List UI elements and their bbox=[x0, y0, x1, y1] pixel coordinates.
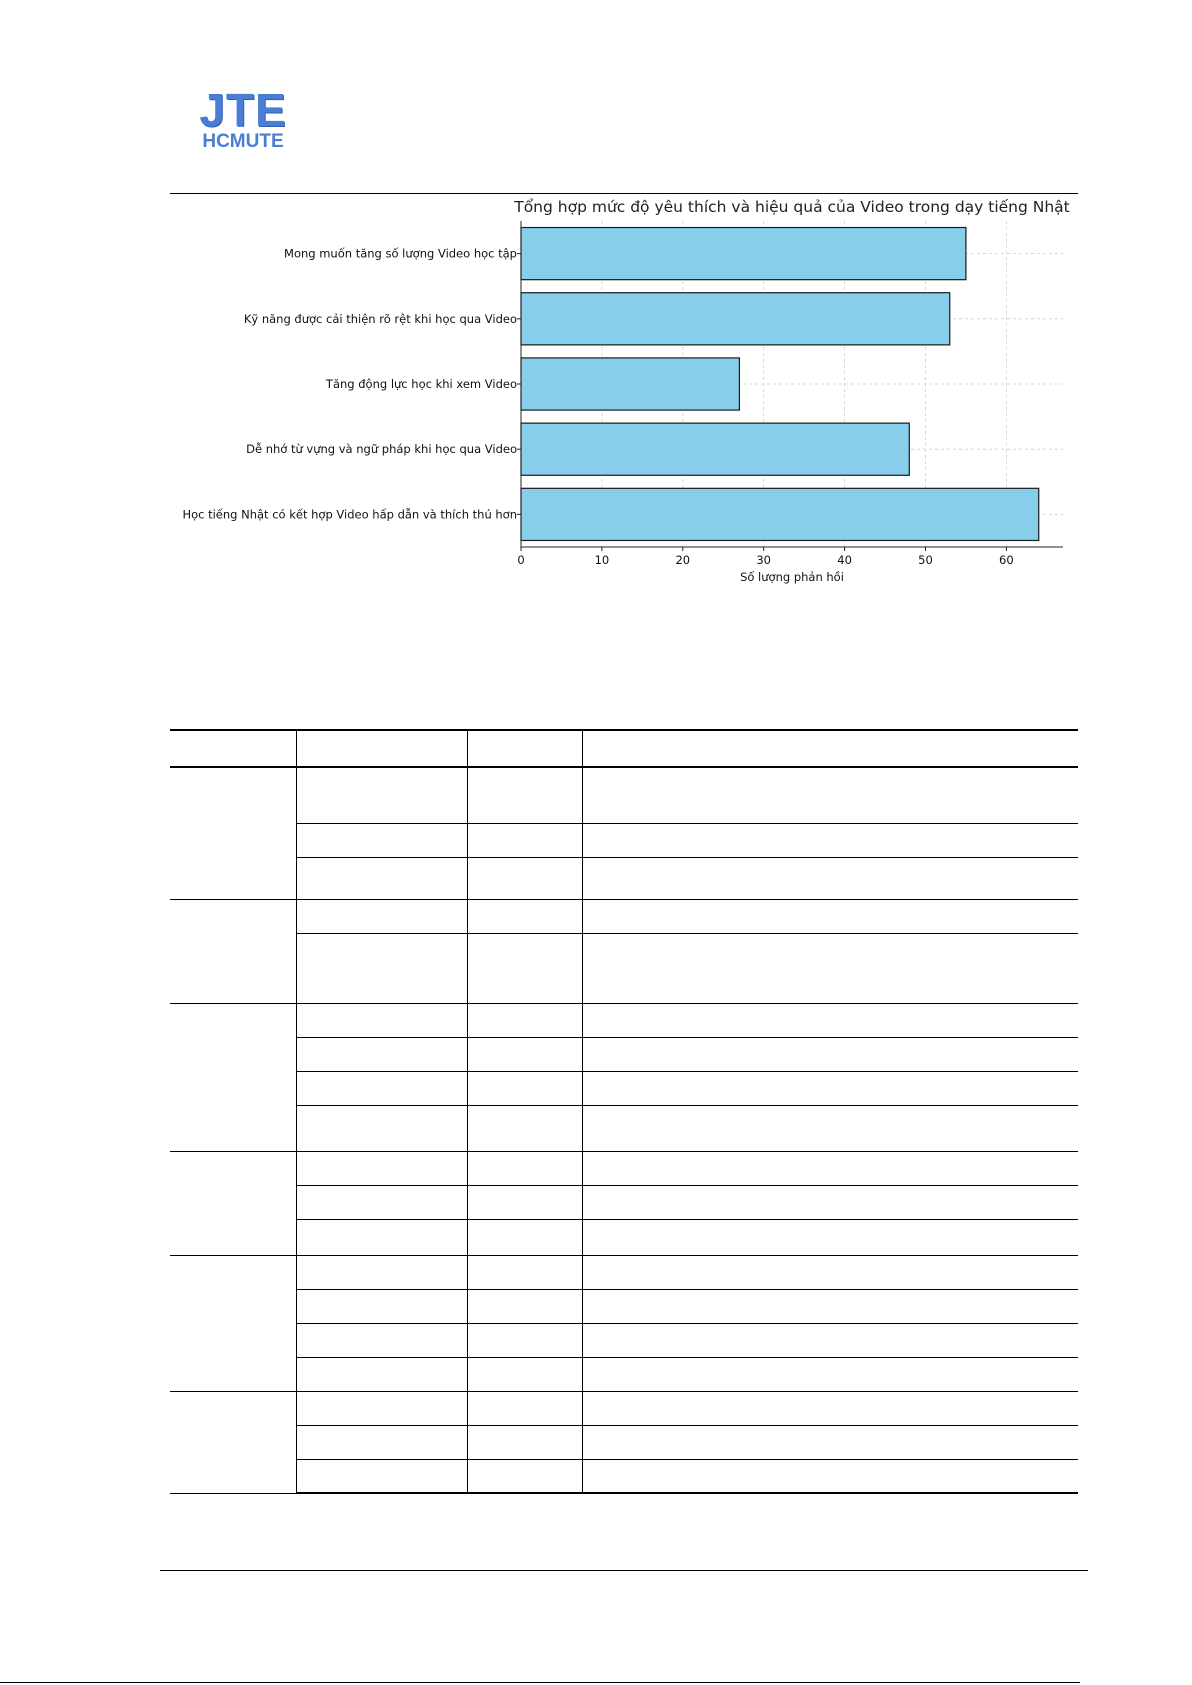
table-cell bbox=[583, 823, 1079, 857]
x-tick-label: 10 bbox=[594, 553, 610, 567]
table-cell bbox=[297, 1255, 468, 1289]
table-cell bbox=[583, 1289, 1079, 1323]
bar bbox=[521, 293, 950, 345]
table-cell bbox=[468, 1289, 583, 1323]
table-cell bbox=[297, 767, 468, 823]
table-cell bbox=[468, 1037, 583, 1071]
y-tick-label: Học tiếng Nhật có kết hợp Video hấp dẫn và thích thú hơn bbox=[182, 507, 517, 522]
table-cell bbox=[468, 1391, 583, 1425]
journal-logo bbox=[188, 84, 298, 152]
table-cell bbox=[297, 933, 468, 1003]
table-cell bbox=[468, 933, 583, 1003]
table-group-cell bbox=[170, 1151, 297, 1255]
table-cell bbox=[468, 1105, 583, 1151]
table-cell bbox=[583, 1151, 1079, 1185]
table-cell bbox=[468, 823, 583, 857]
table-group-cell bbox=[170, 1391, 297, 1493]
table-row bbox=[170, 899, 1078, 933]
table-cell bbox=[297, 1289, 468, 1323]
bar bbox=[521, 228, 966, 280]
table-cell bbox=[583, 1425, 1079, 1459]
table-row bbox=[170, 1037, 1078, 1071]
table-cell bbox=[583, 1255, 1079, 1289]
footer-rule bbox=[160, 1570, 1088, 1571]
bar-chart bbox=[170, 195, 1080, 590]
table-row bbox=[170, 1185, 1078, 1219]
table-cell bbox=[297, 1071, 468, 1105]
x-tick-label: 30 bbox=[756, 553, 772, 567]
x-tick-label: 0 bbox=[517, 553, 525, 567]
table-row bbox=[170, 1003, 1078, 1037]
table-cell bbox=[468, 1151, 583, 1185]
table-cell bbox=[468, 1185, 583, 1219]
table-header-cell bbox=[297, 730, 468, 767]
bar bbox=[521, 358, 739, 410]
table-cell bbox=[468, 767, 583, 823]
table-group-cell bbox=[170, 1003, 297, 1151]
table-cell bbox=[583, 857, 1079, 899]
page-bottom-rule bbox=[0, 1682, 1080, 1683]
bar bbox=[521, 488, 1039, 540]
table-cell bbox=[297, 1425, 468, 1459]
table-cell bbox=[583, 1003, 1079, 1037]
table-row bbox=[170, 1323, 1078, 1357]
table-row bbox=[170, 857, 1078, 899]
table-cell bbox=[468, 1219, 583, 1255]
table-row bbox=[170, 823, 1078, 857]
table-group-cell bbox=[170, 899, 297, 1003]
table-cell bbox=[583, 933, 1079, 1003]
table-cell bbox=[468, 899, 583, 933]
table-cell bbox=[583, 1459, 1079, 1493]
table-cell bbox=[468, 1071, 583, 1105]
table-cell bbox=[468, 1003, 583, 1037]
x-tick-label: 50 bbox=[918, 553, 933, 567]
table-cell bbox=[297, 1003, 468, 1037]
logo-sub-text: HCMUTE bbox=[202, 131, 284, 152]
table-cell bbox=[297, 1323, 468, 1357]
table-header-cell bbox=[468, 730, 583, 767]
table-cell bbox=[297, 1151, 468, 1185]
table-cell bbox=[583, 1105, 1079, 1151]
table-cell bbox=[583, 1323, 1079, 1357]
bar bbox=[521, 423, 909, 475]
table-cell bbox=[297, 823, 468, 857]
table-cell bbox=[583, 767, 1079, 823]
table-row bbox=[170, 1391, 1078, 1425]
table-cell bbox=[297, 1391, 468, 1425]
table-cell bbox=[468, 1255, 583, 1289]
table-cell bbox=[468, 1323, 583, 1357]
table-row bbox=[170, 1105, 1078, 1151]
table-cell bbox=[468, 857, 583, 899]
x-tick-label: 60 bbox=[999, 553, 1014, 567]
table-header-cell bbox=[170, 730, 297, 767]
y-tick-label: Tăng động lực học khi xem Video bbox=[325, 377, 517, 391]
table-cell bbox=[583, 1037, 1079, 1071]
table-row bbox=[170, 1219, 1078, 1255]
survey-table bbox=[170, 729, 1078, 1494]
table-row bbox=[170, 1289, 1078, 1323]
table-row bbox=[170, 1459, 1078, 1493]
logo-main-text: JTE bbox=[199, 84, 287, 136]
table-group-cell bbox=[170, 1255, 297, 1391]
table-cell bbox=[583, 1071, 1079, 1105]
table-row bbox=[170, 933, 1078, 1003]
table-cell bbox=[297, 1037, 468, 1071]
table-cell bbox=[468, 1357, 583, 1391]
x-axis-label: Số lượng phản hồi bbox=[740, 570, 844, 584]
table-cell bbox=[297, 1105, 468, 1151]
x-tick-label: 40 bbox=[837, 553, 852, 567]
table-row bbox=[170, 1357, 1078, 1391]
x-tick-label: 20 bbox=[675, 553, 691, 567]
table-row bbox=[170, 1071, 1078, 1105]
table-header-cell bbox=[583, 730, 1079, 767]
table-row bbox=[170, 1425, 1078, 1459]
table-row bbox=[170, 1151, 1078, 1185]
table-row bbox=[170, 1255, 1078, 1289]
table-cell bbox=[468, 1459, 583, 1493]
table-cell bbox=[583, 1391, 1079, 1425]
table-cell bbox=[297, 899, 468, 933]
table-cell bbox=[297, 1185, 468, 1219]
table-cell bbox=[297, 1459, 468, 1493]
table-cell bbox=[583, 1219, 1079, 1255]
table-row bbox=[170, 767, 1078, 823]
table-cell bbox=[297, 1357, 468, 1391]
y-tick-label: Kỹ năng được cải thiện rõ rệt khi học qua Video bbox=[243, 311, 517, 326]
table-cell bbox=[297, 1219, 468, 1255]
table-cell bbox=[583, 1185, 1079, 1219]
table-cell bbox=[297, 857, 468, 899]
table-cell bbox=[583, 899, 1079, 933]
table-cell bbox=[468, 1425, 583, 1459]
y-tick-label: Dễ nhớ từ vựng và ngữ pháp khi học qua Video bbox=[246, 442, 517, 457]
table-header-row bbox=[170, 730, 1078, 767]
header-rule bbox=[170, 193, 1078, 194]
table-group-cell bbox=[170, 767, 297, 899]
chart-title: Tổng hợp mức độ yêu thích và hiệu quả của Video trong dạy tiếng Nhật bbox=[514, 198, 1070, 216]
y-tick-label: Mong muốn tăng số lượng Video học tập bbox=[284, 246, 517, 261]
table-cell bbox=[583, 1357, 1079, 1391]
